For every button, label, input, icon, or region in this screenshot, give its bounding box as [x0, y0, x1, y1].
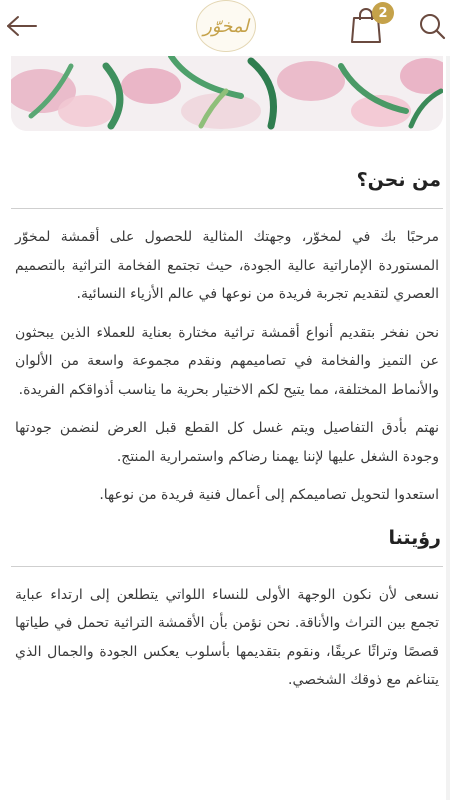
logo-text: لمخوّر: [203, 15, 249, 37]
divider: [11, 208, 443, 209]
vision-paragraph: نسعى لأن نكون الوجهة الأولى للنساء اللواتي يتطلعن إلى ارتداء عباية تجمع بين التراث والأناقة. نحن نؤمن بأن الأقمشة التراثية تحمل في طياتها قصصًا وتراثًا عريقًا، ونقوم بتقديمها بأسلوب يعكس الجودة والجمال الذي يتناغم مع ذوقك الشخصي.: [15, 586, 439, 688]
scrollbar[interactable]: [446, 56, 450, 800]
arrow-left-icon: [5, 14, 39, 38]
about-paragraph: نهتم بأدق التفاصيل ويتم غسل كل القطع قبل العرض لنضمن جودتها وجودة الشغل عليها لإننا يهمنا رضاكم واستمرارية المنتج.: [15, 420, 439, 465]
about-content: [11, 150, 443, 705]
app-header: [0, 0, 450, 56]
about-paragraph: مرحبًا بك في لمخوّر، وجهتك المثالية للحصول على أقمشة لمخوّر المستوردة الإماراتية عالية الجودة، حيث تجتمع الفخامة التراثية بالتصميم العصري لتقديم تجربة فريدة من نوعها في عالم الأزياء النسائية.: [15, 229, 439, 302]
about-title: من نحن؟: [356, 169, 441, 191]
vision-title: رؤيتنا: [388, 526, 441, 549]
search-button[interactable]: [412, 6, 450, 46]
floral-banner-image: [11, 56, 443, 131]
cart-count-badge: 2: [372, 2, 394, 24]
search-icon: [416, 10, 448, 42]
about-paragraph: نحن نفخر بتقديم أنواع أقمشة تراثية مختارة بعناية للعملاء الذين يبحثون عن التميز والفخامة في تصاميمهم ونقدم مجموعة واسعة من الألوان والأنماط المختلفة، مما يتيح لكم الاختيار بحرية ما يناسب أذواقكم الفريدة.: [15, 324, 439, 398]
about-paragraph: استعدوا لتحويل تصاميمكم إلى أعمال فنية فريدة من نوعها.: [99, 487, 439, 503]
divider: [11, 566, 443, 567]
back-button[interactable]: [2, 6, 42, 46]
brand-logo[interactable]: [196, 0, 256, 52]
